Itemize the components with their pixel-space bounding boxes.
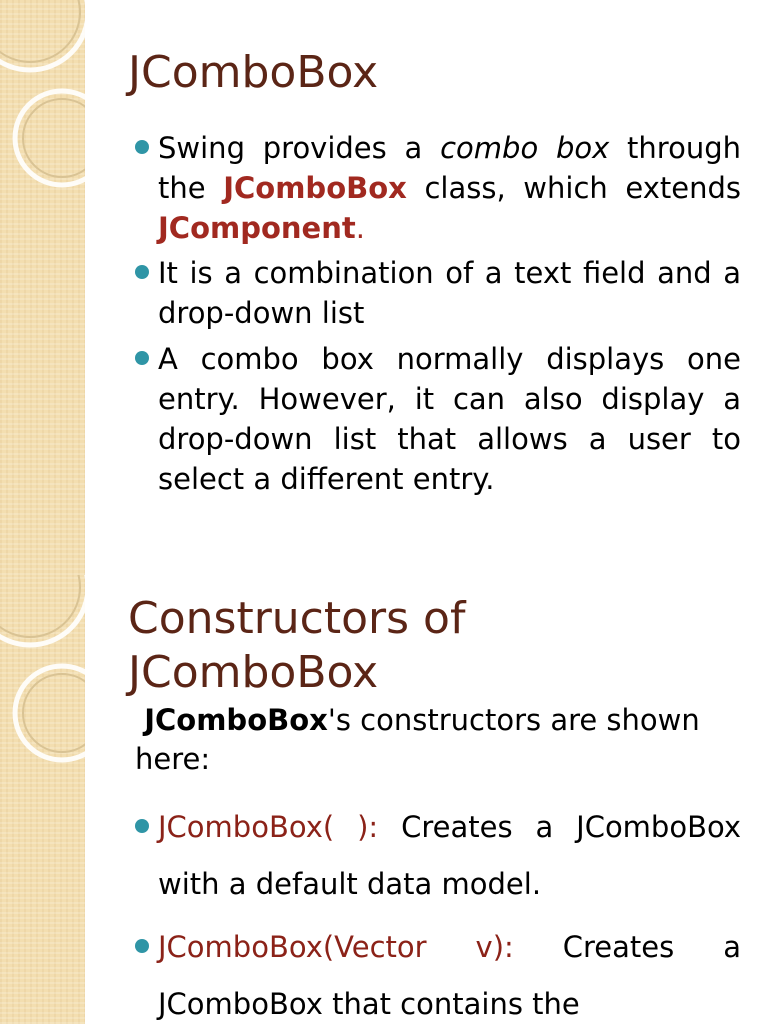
decorative-rings xyxy=(0,575,85,1024)
italic-term: combo box xyxy=(440,131,610,165)
list-item: A combo box normally displays one entry. However, it can also display a drop-down list that allows a user to select a different entry. xyxy=(135,339,741,499)
slide-title: JComboBox xyxy=(128,47,379,98)
constructor-signature: JComboBox( ): xyxy=(158,810,379,844)
intro-keyword: JComboBox xyxy=(144,703,328,737)
keyword-jcomponent: JComponent xyxy=(158,211,356,245)
bullet-icon xyxy=(135,819,149,833)
slide-title: Constructors of JComboBox xyxy=(128,593,466,698)
list-item: JComboBox( ): Creates a JComboBox with a default data model. xyxy=(135,799,741,913)
list-item: Swing provides a combo box through the JComboBox class, which extends JComponent. xyxy=(135,128,741,248)
decorative-rings xyxy=(0,0,85,575)
bullet-icon xyxy=(135,140,149,154)
keyword-jcombobox: JComboBox xyxy=(223,171,407,205)
bullet-icon xyxy=(135,939,149,953)
bullet-icon xyxy=(135,265,149,279)
intro-text: JComboBox's constructors are shown here: xyxy=(135,703,700,776)
decorative-side-strip xyxy=(0,0,85,575)
list-item: It is a combination of a text field and a drop-down list xyxy=(135,253,741,333)
list-item: JComboBox(Vector v): Creates a JComboBox that contains the xyxy=(135,919,741,1024)
slide-constructors xyxy=(0,575,768,1024)
constructor-list xyxy=(135,799,741,1024)
decorative-side-strip xyxy=(0,575,85,1024)
constructor-signature: JComboBox(Vector v): xyxy=(158,930,514,964)
bullet-icon xyxy=(135,351,149,365)
bullet-list xyxy=(135,128,741,499)
